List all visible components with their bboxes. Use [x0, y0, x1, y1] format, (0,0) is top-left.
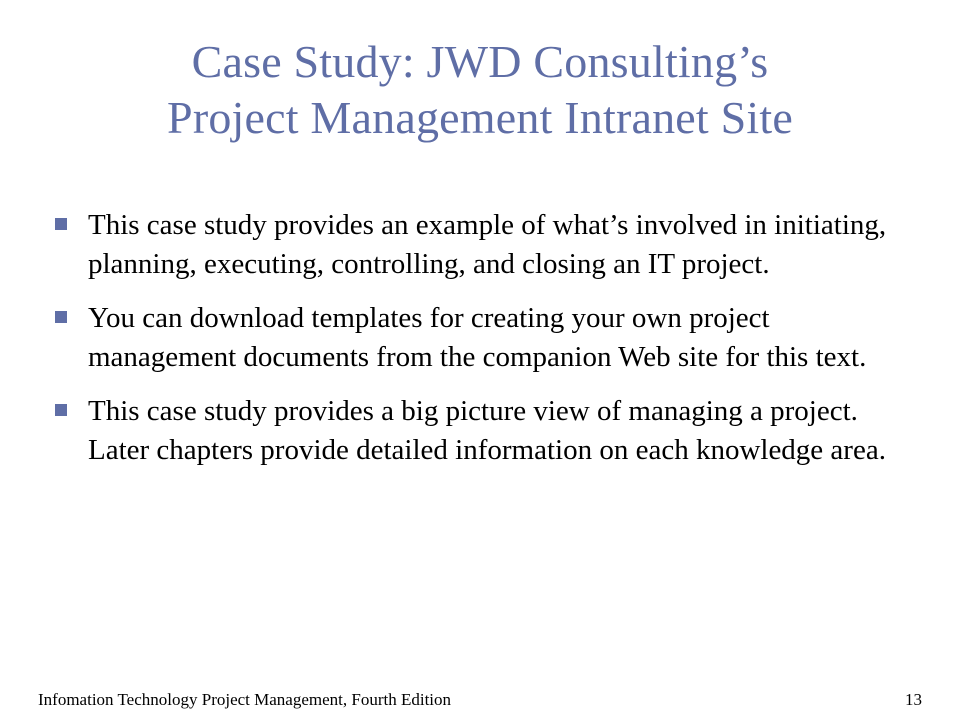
footer-text: Infomation Technology Project Management, Fourth Edition: [38, 690, 452, 709]
square-bullet-icon: [55, 404, 67, 416]
bullet-item-2: [50, 299, 910, 377]
square-bullet-icon: [55, 218, 67, 230]
bullet-list: [50, 206, 910, 485]
slide-title: [60, 34, 900, 146]
page-number: 13: [905, 690, 922, 709]
bullet-item-3: [50, 392, 910, 470]
bullet-text-2: You can download templates for creating your own project management documents from the companion Web site for this text.: [88, 302, 867, 373]
square-bullet-icon: [55, 311, 67, 323]
bullet-text-1: This case study provides an example of what’s involved in initiating, planning, executing, controlling, and closing an IT project.: [88, 209, 887, 280]
slide-title-line-2: Project Management Intranet Site: [167, 92, 793, 143]
slide-title-line-1: Case Study: JWD Consulting’s: [191, 36, 769, 87]
bullet-item-1: [50, 206, 910, 284]
bullet-text-3: This case study provides a big picture view of managing a project. Later chapters provide detailed information on each knowledge area.: [88, 395, 886, 466]
